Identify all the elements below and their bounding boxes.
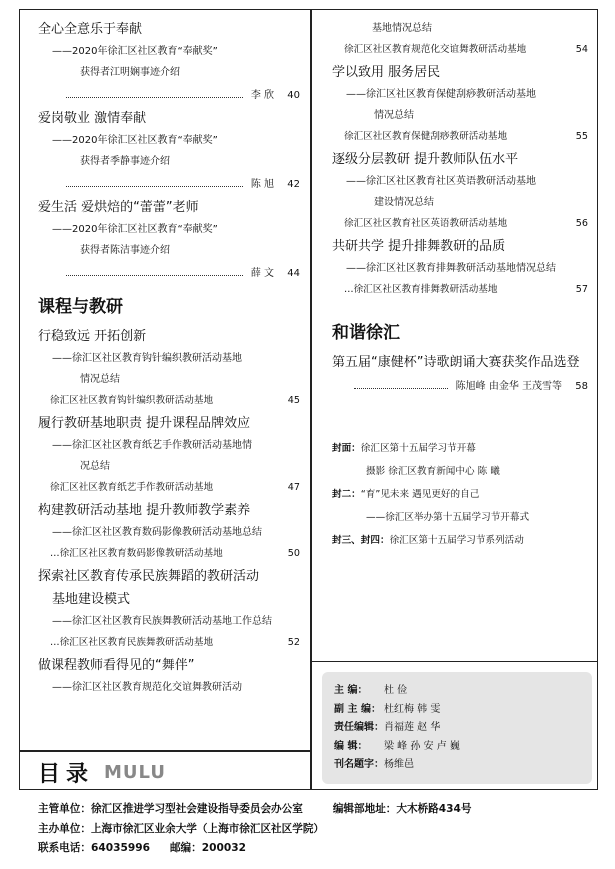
toc-subtitle: ——2020年徐汇区社区教育“奉献奖” [52, 46, 218, 57]
toc-title[interactable]: 构建教研活动基地 提升教师教学素养 [38, 503, 251, 518]
footer-line: 联系电话：64035996 邮编：200032 [38, 842, 246, 854]
toc-source-line: …徐汇区社区教育民族舞教研活动基地 52 [38, 632, 300, 654]
toc-subtitle: 情况总结 [80, 374, 120, 385]
toc-subtitle: ——徐汇区社区教育民族舞教研活动基地工作总结 [52, 616, 272, 627]
publisher-info [38, 800, 598, 859]
cover-notes [332, 438, 592, 553]
mulu-divider [19, 750, 311, 752]
toc-source-line: 徐汇区社区教育规范化交谊舞教研活动基地 54 [332, 39, 588, 61]
cover-front: 封面：徐汇区第十五届学习节开幕 [332, 443, 476, 454]
page-number: 50 [287, 548, 300, 559]
page-number: 47 [287, 482, 300, 493]
toc-subtitle: ——徐汇区社区教育钩针编织教研活动基地 [52, 353, 242, 364]
page-number: 45 [287, 395, 300, 406]
toc-source-line: 徐汇区社区教育钩针编织教研活动基地 45 [38, 390, 300, 412]
toc-subtitle: ——徐汇区社区教育规范化交谊舞教研活动 [52, 682, 242, 693]
toc-subtitle: ——徐汇区社区教育保健刮痧教研活动基地 [346, 89, 536, 100]
page-number: 40 [287, 89, 300, 101]
section-heading: 和谐徐汇 [332, 323, 400, 343]
toc-title[interactable]: 第五届“康健杯”诗歌朗诵大赛获奖作品选登 [332, 355, 580, 370]
mulu-zh: 目录 [38, 761, 95, 787]
toc-title[interactable]: 学以致用 服务居民 [332, 65, 441, 80]
editor-row: 主 编： 杜 俭 [334, 685, 408, 696]
toc-subtitle: 况总结 [80, 461, 110, 472]
page-number: 56 [575, 218, 588, 229]
page-number: 58 [575, 380, 588, 392]
cover-photo-credit: 摄影 徐汇区教育新闻中心 陈 曦 [366, 466, 500, 477]
toc-source-line: …徐汇区社区教育排舞教研活动基地 57 [332, 279, 588, 301]
toc-subtitle: 基地情况总结 [372, 23, 432, 34]
toc-subtitle: 获得者陈洁事迹介绍 [80, 245, 170, 256]
page-number: 44 [287, 267, 300, 279]
toc-title[interactable]: 做课程教师看得见的“舞伴” [38, 658, 195, 673]
author: 陈旭峰 由金华 王茂雪等 [455, 380, 562, 392]
page-number: 52 [287, 637, 300, 648]
toc-title[interactable]: 履行教研基地职责 提升课程品牌效应 [38, 416, 251, 431]
section-heading: 课程与教研 [38, 297, 123, 317]
toc-author-line [38, 83, 300, 107]
toc-source-line: 徐汇区社区教育保健刮痧教研活动基地 55 [332, 126, 588, 148]
right-column [332, 18, 588, 398]
toc-subtitle: ——2020年徐汇区社区教育“奉献奖” [52, 135, 218, 146]
toc-author-line [38, 261, 300, 285]
cover-2-sub: ——徐汇区举办第十五届学习节开幕式 [366, 512, 530, 523]
mulu-en: MULU [104, 761, 166, 783]
toc-subtitle: ——徐汇区社区教育排舞教研活动基地情况总结 [346, 263, 556, 274]
toc-title[interactable]: 共研共学 提升排舞教研的品质 [332, 239, 506, 254]
editor-row: 副 主 编： 杜红梅 韩 雯 [334, 703, 441, 715]
editor-list [334, 682, 584, 775]
editor-row: 编 辑： 梁 峰 孙 安 卢 巍 [334, 740, 460, 752]
footer-line: 主办单位：上海市徐汇区业余大学（上海市徐汇区社区学院） [38, 822, 325, 835]
toc-subtitle: 获得者季静事迹介绍 [80, 156, 170, 167]
toc-source-line: …徐汇区社区教育数码影像教研活动基地 50 [38, 543, 300, 565]
author: 薛 文 [250, 267, 274, 279]
editor-row: 责任编辑：肖福莲 赵 华 [334, 722, 441, 733]
toc-author-line [38, 172, 300, 196]
mulu-title [38, 756, 166, 788]
toc-title-cont[interactable]: 基地建设模式 [52, 592, 131, 607]
footer-line: 主管单位：徐汇区推进学习型社会建设指导委员会办公室 编辑部地址：大木桥路434号 [38, 803, 472, 815]
page-number: 42 [287, 178, 300, 190]
toc-subtitle: 建设情况总结 [374, 197, 434, 208]
toc-subtitle: 情况总结 [374, 110, 414, 121]
toc-subtitle: ——徐汇区社区教育数码影像教研活动基地总结 [52, 527, 262, 538]
toc-title[interactable]: 全心全意乐于奉献 [38, 22, 143, 37]
page-number: 57 [575, 284, 588, 295]
toc-subtitle: ——2020年徐汇区社区教育“奉献奖” [52, 224, 218, 235]
toc-title[interactable]: 探索社区教育传承民族舞蹈的教研活动 [38, 569, 260, 584]
left-column [38, 18, 300, 698]
toc-title[interactable]: 逐级分层教研 提升教师队伍水平 [332, 152, 519, 167]
page-number: 55 [575, 131, 588, 142]
toc-subtitle: ——徐汇区社区教育纸艺手作教研活动基地情 [52, 440, 252, 451]
toc-subtitle: ——徐汇区社区教育社区英语教研活动基地 [346, 176, 536, 187]
toc-title[interactable]: 爱岗敬业 激情奉献 [38, 111, 147, 126]
cover-3-4: 封三、封四：徐汇区第十五届学习节系列活动 [332, 535, 524, 546]
toc-title[interactable]: 爱生活 爱烘焙的“蕾蕾”老师 [38, 200, 199, 215]
cover-2: 封二：“育”见未来 遇见更好的自己 [332, 489, 480, 500]
toc-title[interactable]: 行稳致远 开拓创新 [38, 329, 147, 344]
toc-source-line: 徐汇区社区教育纸艺手作教研活动基地 47 [38, 477, 300, 499]
toc-subtitle: 获得者江明娴事迹介绍 [80, 67, 180, 78]
author: 李 欣 [250, 89, 274, 101]
toc-source-line: 徐汇区社区教育社区英语教研活动基地 56 [332, 213, 588, 235]
author: 陈 旭 [250, 178, 274, 190]
editor-row: 刊名题字：杨维邑 [334, 759, 414, 770]
page-number: 54 [575, 44, 588, 55]
toc-author-line [332, 374, 588, 398]
